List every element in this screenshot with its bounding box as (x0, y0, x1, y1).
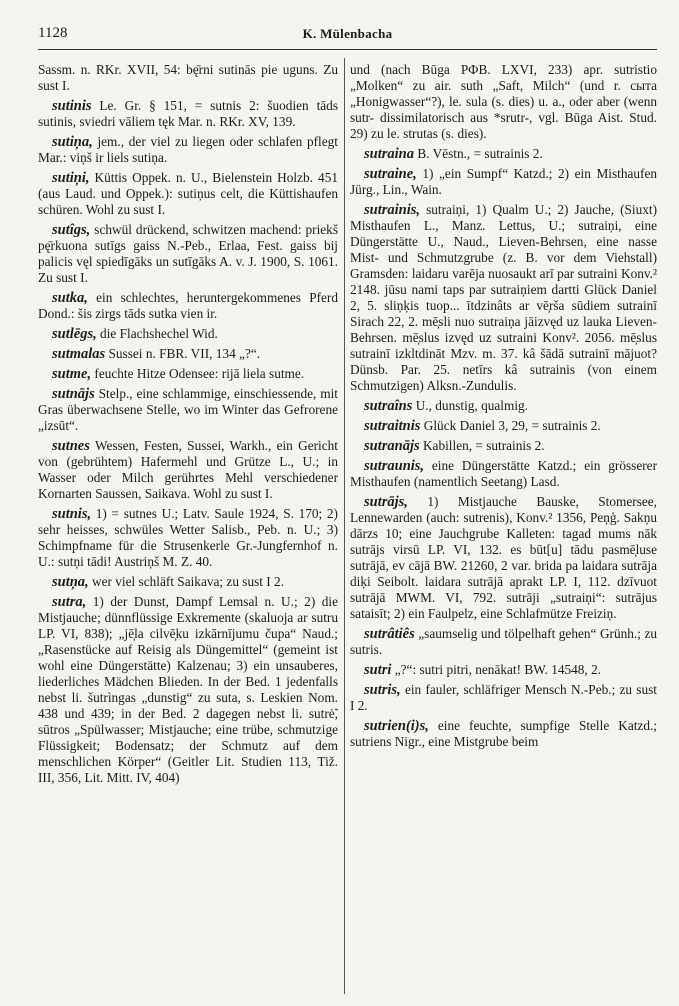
dictionary-entry (38, 506, 338, 570)
entry-body: 1) „ein Sumpf“ Katzd.; 2) ein Misthaufen Jürg., Lin., Wain. (350, 166, 657, 197)
entry-body: B. Vēstn., = sutrainis 2. (417, 146, 543, 161)
entry-headword: sutranājs (364, 438, 420, 454)
entry-headword: sutlēgs, (52, 326, 97, 342)
column-separator (344, 58, 345, 994)
dictionary-entry (38, 62, 338, 94)
entry-body: eine Düngerstätte Katzd.; ein grösserer Misthaufen (namentlich Seetang) Lasd. (350, 458, 657, 489)
entry-headword: sutraunis, (364, 458, 425, 474)
entry-body: Sassm. n. RKr. XVII, 54: bę̄rni sutinās pie uguns. Zu sust I. (38, 62, 338, 93)
entry-headword: sutnājs (52, 386, 95, 402)
page-number: 1128 (38, 25, 68, 41)
entry-headword: sutiņi, (52, 170, 90, 186)
entry-headword: sutrâtiês (364, 626, 415, 642)
entry-headword: sutrājs, (364, 494, 408, 510)
dictionary-entry (350, 166, 657, 198)
entry-headword: sutņa, (52, 574, 89, 590)
entry-body: 1) = sutnes U.; Latv. Saule 1924, S. 170; 2) sehr heisses, schwüles Wetter Salisb., Peb. n. U.; 3) Schimpfname für die Strusenkerle Gr.-Jungfernhof n. U.: sutņi tādi! Austriņš M. Z. 40. (38, 506, 338, 569)
header-rule (38, 49, 657, 50)
dictionary-entry (350, 718, 657, 750)
entry-body: jem., der viel zu liegen oder schlafen pflegt Mar.: viņš ir liels sutiņa. (38, 134, 338, 165)
dictionary-entry (38, 170, 338, 218)
entry-headword: sutra, (52, 594, 87, 610)
entry-headword: sutnis, (52, 506, 92, 522)
entry-headword: sutrien(i)s, (364, 718, 429, 734)
entry-body: wer viel schläft Saikava; zu sust I 2. (92, 574, 285, 589)
dictionary-entry (350, 438, 657, 454)
entry-headword: sutraîns (364, 398, 413, 414)
entry-body: Le. Gr. § 151, = sutnis 2: šuodien tāds sutinis, sviedri vāliem tęk Mar. n. RKr. XV, 139. (38, 98, 338, 129)
dictionary-entry (38, 346, 338, 362)
dictionary-entry (38, 98, 338, 130)
entry-body: 1) Mistjauche Bauske, Stomersee, Lennewarden (auch: sutrenis), Konv.² 1356, Peņģ. Sakņu dārzs 10; eine Jauchgrube Kalleten: tagad mums nāk sutrājs virsū LP. VI, 132. es būt[u] tādu pasmē̦luse sutrājā, ev cājā BW. 21260, 2 var. brida pa laidara sutrāja diķi Seibolt. laidara sutrājā aprakt LP. I, 112. dzīvuot sutrājā MWM. VI, 792. sutrāji „sutraiņi“: sutrājus sataisīt; 2) ein Faulpelz, eine Schlafmütze Freiziņ. (350, 494, 657, 621)
entry-body: ein schlechtes, heruntergekommenes Pferd Dond.: šis zirgs tāds sutka vien ir. (38, 290, 338, 321)
entry-headword: sutme, (52, 366, 92, 382)
right-column (350, 62, 657, 997)
dictionary-entry (350, 494, 657, 622)
dictionary-entry (350, 458, 657, 490)
dictionary-entry (38, 386, 338, 434)
entry-body: sutraiņi, 1) Qualm U.; 2) Jauche, (Siuxt) Misthaufen L., Manz. Lettus, U.; sutraiņi, eine Düngerstätte U., Naud., Lieven-Behrsen, eine nasse Mist- und Schmutzgrube (z. B. vor dem Viehstall) Gramsden: laidaru varēja nuosaukt arī par sutraini Konv.² 2148. jūsu nami taps par sutraiņiem dartti Glück Daniel 2, 5. sliņķis tuop... ītdzinâts ar vē̦rša sūdiem sutrainī Sirach 22, 2. mē̦sli nuo sutraiņa jāizvęd uz lauka Lieven-Behrsen. mē̦slus izvęd uz sutraini Konv². 2056. mē̦slus sutrainī izkltdināt Mzv. m. 37. kâ šādā sutrainī mājuot? Dünsb. Par. 25. netīrs kâ sutrainis (von einem Schmutzigen) Alksn.-Zundulis. (350, 202, 657, 393)
entry-body: U., dunstig, qualmig. (415, 398, 528, 413)
dictionary-entry (38, 222, 338, 286)
entry-headword: sutîgs, (52, 222, 91, 238)
entry-body: eine feuchte, sumpfige Stelle Katzd.; sutriens Nigr., eine Mistgrube beim (350, 718, 657, 749)
entry-headword: sutiņa, (52, 134, 93, 150)
entry-headword: sutraina (364, 146, 414, 162)
dictionary-entry (350, 418, 657, 434)
dictionary-entry (350, 146, 657, 162)
running-title: K. Mülenbacha (302, 26, 393, 41)
entry-body: Kabillen, = sutrainis 2. (422, 438, 545, 453)
dictionary-entry (350, 662, 657, 678)
entry-body: „saumselig und tölpelhaft gehen“ Grünh.; zu sutris. (350, 626, 657, 657)
entry-body: Küttis Oppek. n. U., Bielenstein Holzb. 451 (aus Laud. und Oppek.): sutiņus celt, die Küttishaufen schüren. Wohl zu sust I. (38, 170, 338, 217)
entry-headword: sutri (364, 662, 392, 678)
dictionary-entry (38, 366, 338, 382)
entry-body: schwül drückend, schwitzen machend: priekš pę̄rkuona sutīgs gaiss N.-Peb., Erlaa, Fest. gaiss bij palicis vęl spiedīgāks un sutīgāks A. v. J. 1900, S. 1061. Zu sust I. (38, 222, 338, 285)
entry-headword: sutnes (52, 438, 90, 454)
dictionary-entry (38, 594, 338, 786)
left-column (38, 62, 338, 997)
entry-headword: sutinis (52, 98, 92, 114)
entry-body: Glück Daniel 3, 29, = sutrainis 2. (423, 418, 601, 433)
dictionary-entry (38, 290, 338, 322)
dictionary-entry (38, 438, 338, 502)
entry-headword: sutris, (364, 682, 401, 698)
entry-body: und (nach Būga РФВ. LXVI, 233) apr. sutristio „Molken“ zu air. suth „Saft, Milch“ (und r. сыта „Honigwasser“?), le. sula (s. dies) u. a., oder aber (wenn sutr- dissimilatorisch aus *srutr-, vgl. Būga Aist. Stud. 29) zu le. strutas (s. dies). (350, 62, 657, 141)
dictionary-entry (350, 626, 657, 658)
entry-body: feuchte Hitze Odensee: rijā liela sutme. (94, 366, 305, 381)
entry-body: Stelp., eine schlammige, einschiessende, mit Gras überwachsene Stelle, wo im Winter das Gefrorene „izsūt“. (38, 386, 338, 433)
entry-body: „?“: sutri pitri, nenākat! BW. 14548, 2. (394, 662, 602, 677)
dictionary-entry (38, 134, 338, 166)
entry-body: die Flachshechel Wid. (100, 326, 218, 341)
dictionary-entry (350, 62, 657, 142)
dictionary-entry (350, 398, 657, 414)
entry-headword: sutrainis, (364, 202, 421, 218)
dictionary-entry (350, 682, 657, 714)
entry-body: 1) der Dunst, Dampf Lemsal n. U.; 2) die Mistjauche; dünnflüssige Exkremente (skaluoja ar sutru LP. VI, 838); „jē̦la cilvē̦ku izkārnījumu čupa“ Naud.; „Rasenstücke auf Reisig als Düngemittel“ (gemeint ist wohl eine Düngerstätte) Kalzenau; 3) ein unsauberes, liederliches Mädchen Blieden. In der Bed. 1 jedenfalls nebst li. šutrìngas „dunstig“ zu suta, s. Leskien Nom. 438 und 439; in der Bed. 2 dagegen nebst li. sutrė̃, sūtros „Spülwasser; Mistjauche; eine trübe, schmutzige Flüssigkeit; Bodensatz; der Schmutz auf dem menschlichen Körper“ (Geitler Lit. Studien 113, Tiž. III, 356, Lit. Mitt. IV, 404) (38, 594, 338, 785)
entry-headword: sutmalas (52, 346, 106, 362)
dictionary-entry (38, 326, 338, 342)
entry-headword: sutka, (52, 290, 88, 306)
dictionary-entry (350, 202, 657, 394)
page-header (38, 25, 657, 47)
dictionary-entry (38, 574, 338, 590)
entry-body: Sussei n. FBR. VII, 134 „?“. (108, 346, 261, 361)
entry-body: Wessen, Festen, Sussei, Warkh., ein Gericht von (gebrühtem) Hafermehl und Grütze L., U.; in Wasser oder Milch gerührtes Mehl verschiedener Kornarten Saussen, Saikava. Wohl zu sust I. (38, 438, 338, 501)
entry-body: ein fauler, schläfriger Mensch N.-Peb.; zu sust I 2. (350, 682, 657, 713)
entry-headword: sutraitnis (364, 418, 421, 434)
entry-headword: sutraine, (364, 166, 417, 182)
